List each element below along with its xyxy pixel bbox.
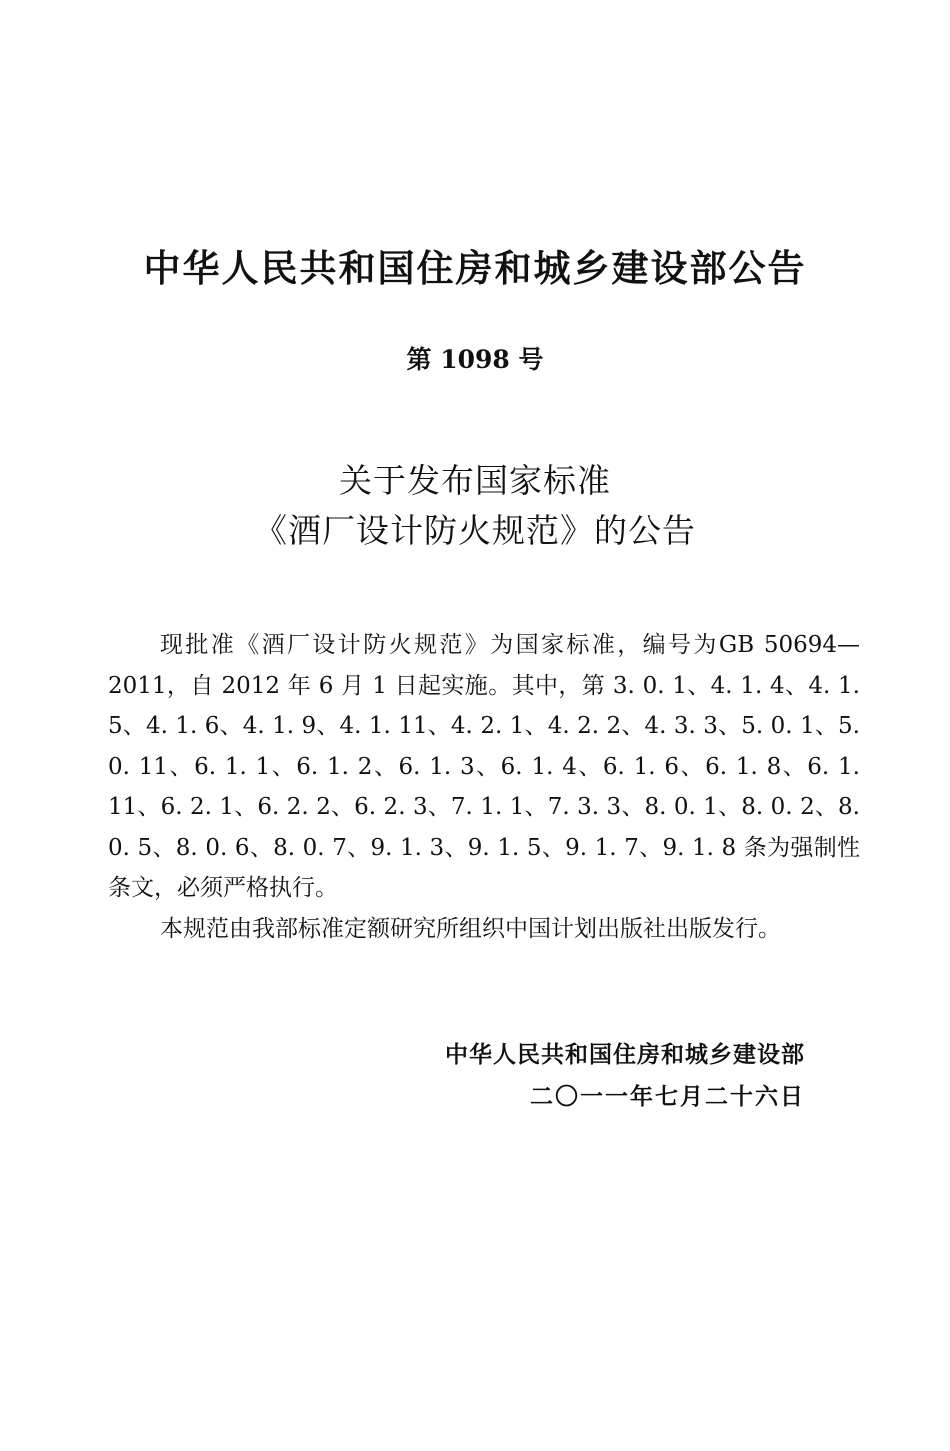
notice-title-line-1: 关于发布国家标准	[339, 461, 611, 500]
body-paragraph-publication: 本规范由我部标准定额研究所组织中国计划出版社出版发行。	[160, 915, 781, 942]
body-paragraph-approval: 现批准《酒厂设计防火规范》为国家标准，编号为GB 50694—2011，自 2012 年 6 月 1 日起实施。其中，第 3. 0. 1、4. 1. 4、4. 1. 5、4. 1. 6、4. 1. 9、4. 1. 11、4. 2. 1、4. 2. 2、4. 3. 3、5. 0. 1、5. 0. 11、6. 1. 1、6. 1. 2、6. 1. 3、6. 1. 4、6. 1. 6、6. 1. 8、6. 1. 11、6. 2. 1、6. 2. 2、6. 2. 3、7. 1. 1、7. 3. 3、8. 0. 1、8. 0. 2、8. 0. 5、8. 0. 6、8. 0. 7、9. 1. 3、9. 1. 5、9. 1. 7、9. 1. 8 条为强制性条文，必须严格执行。	[108, 632, 860, 901]
announcement-number: 第 1098 号	[406, 345, 544, 374]
signature-organization: 中华人民共和国住房和城乡建设部	[445, 1042, 805, 1068]
notice-title-line-2: 《酒厂设计防火规范》的公告	[254, 511, 696, 550]
page-title: 中华人民共和国住房和城乡建设部公告	[143, 247, 807, 290]
signature-date: 二〇一一年七月二十六日	[530, 1084, 805, 1110]
announcement-body	[108, 625, 860, 949]
